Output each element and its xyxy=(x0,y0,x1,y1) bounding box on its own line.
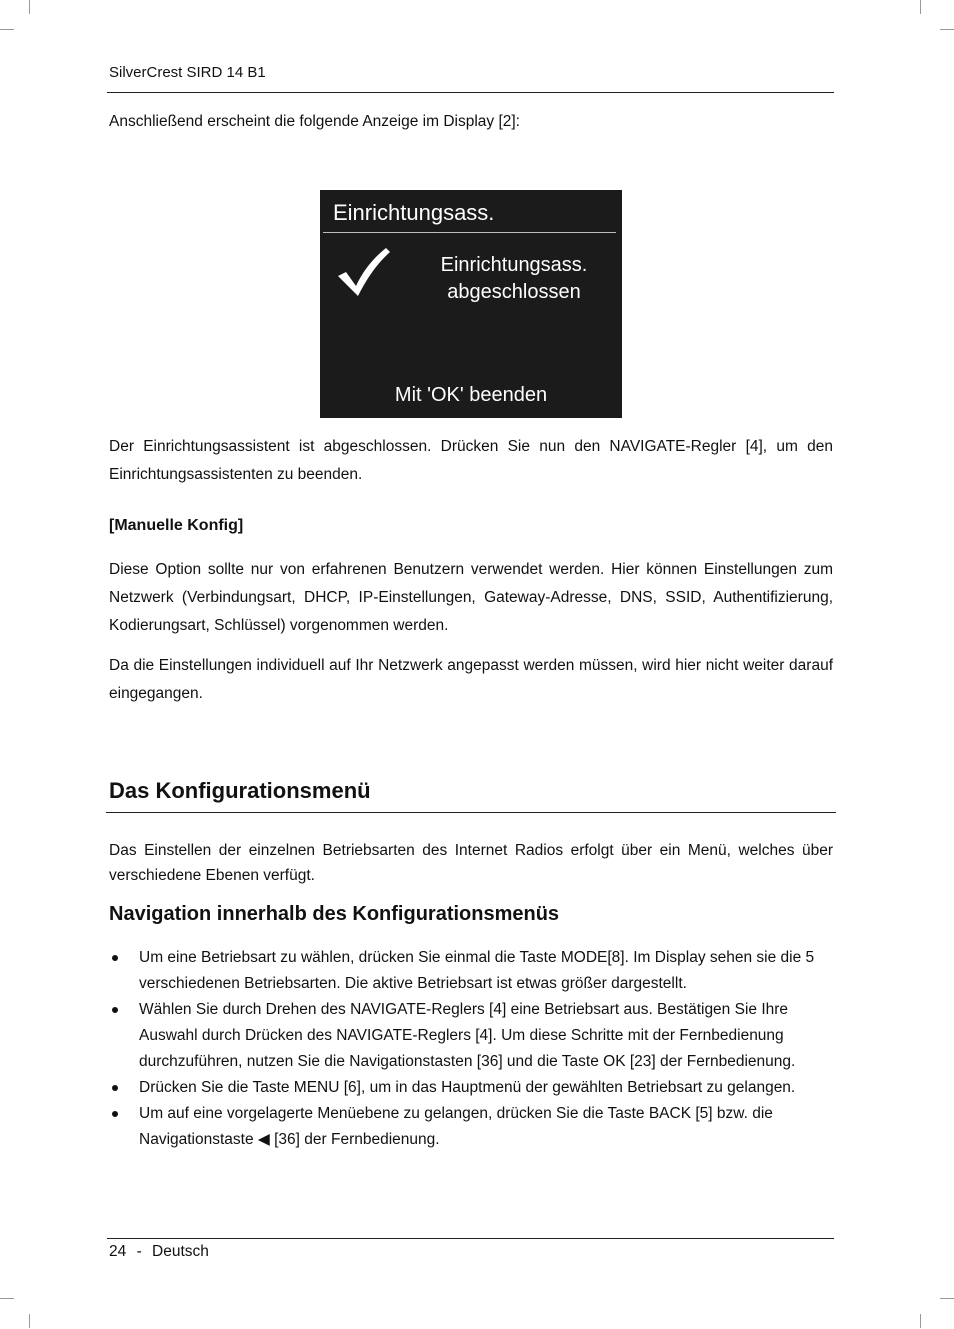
list-item-text: Drücken Sie die Taste MENU [6], um in das Hauptmenü der gewählten Betriebsart zu gelangen. xyxy=(139,1079,796,1096)
bullet-icon xyxy=(112,1007,118,1013)
paragraph-after-display: Der Einrichtungsassistent ist abgeschlossen. Drücken Sie nun den NAVIGATE-Regler [4], um den Einrichtungsassistenten zu beenden. xyxy=(109,438,833,483)
display-message-line1: Einrichtungsass. xyxy=(440,254,588,276)
subsection-heading-navigation: Navigation innerhalb des Konfigurationsmenüs xyxy=(109,903,560,925)
display-message xyxy=(424,252,604,306)
crop-mark xyxy=(920,1314,921,1328)
checkmark-icon xyxy=(336,246,392,298)
display-message-line2: abgeschlossen xyxy=(447,281,581,303)
crop-mark xyxy=(29,1314,30,1328)
display-footer: Mit 'OK' beenden xyxy=(394,384,548,406)
intro-text: Anschließend erscheint die folgende Anzeige im Display [2]: xyxy=(109,113,520,130)
footer-separator: - xyxy=(136,1243,142,1260)
footer-language: Deutsch xyxy=(152,1243,209,1260)
crop-mark xyxy=(29,0,30,14)
display-screenshot xyxy=(320,190,622,418)
page-footer xyxy=(109,1243,209,1261)
crop-mark xyxy=(940,1298,954,1299)
list-item-text: Wählen Sie durch Drehen des NAVIGATE-Reglers [4] eine Betriebsart aus. Bestätigen Sie Ihre Auswahl durch Drücken des NAVIGATE-Reglers [4]. Um diese Schritte mit der Fernbedienung durchzuführen, nutzen Sie die Navigationstasten [36] und die Taste OK [23] der Fernbedienung. xyxy=(139,1001,796,1070)
footer-rule xyxy=(107,1238,834,1239)
bullet-icon xyxy=(112,955,118,961)
list-item-text: Um auf eine vorgelagerte Menüebene zu gelangen, drücken Sie die Taste BACK [5] bzw. die Navigationstaste ◀ [36] der Fernbedienung. xyxy=(139,1105,773,1148)
crop-mark xyxy=(940,29,954,30)
config-menu-paragraph: Das Einstellen der einzelnen Betriebsarten des Internet Radios erfolgt über ein Menü, welches über verschiedene Ebenen verfügt. xyxy=(109,842,833,884)
section-rule xyxy=(106,812,836,813)
bullet-icon xyxy=(112,1111,118,1117)
list-item-text: Um eine Betriebsart zu wählen, drücken Sie einmal die Taste MODE[8]. Im Display sehen sie die 5 verschiedenen Betriebsarten. Die aktive Betriebsart ist etwas größer dargestellt. xyxy=(139,949,815,992)
manual-config-paragraph-2: Da die Einstellungen individuell auf Ihr Netzwerk angepasst werden müssen, wird hier nicht weiter darauf eingegangen. xyxy=(109,657,833,702)
page-number: 24 xyxy=(109,1243,127,1260)
header-rule xyxy=(107,92,834,93)
manual-config-paragraph-1: Diese Option sollte nur von erfahrenen Benutzern verwendet werden. Hier können Einstellungen zum Netzwerk (Verbindungsart, DHCP, IP-Einstellungen, Gateway-Adresse, DNS, SSID, Authentifizierung, Kodierungsart, Schlüssel) vorgenommen werden. xyxy=(109,561,833,634)
navigation-bullet-list xyxy=(109,945,833,1153)
crop-mark xyxy=(920,0,921,14)
header-title: SilverCrest SIRD 14 B1 xyxy=(109,64,266,81)
list-item xyxy=(109,945,833,997)
list-item xyxy=(109,1075,833,1101)
display-divider xyxy=(323,232,616,233)
bullet-icon xyxy=(112,1085,118,1091)
section-heading-config-menu: Das Konfigurationsmenü xyxy=(109,778,371,803)
manual-config-heading: [Manuelle Konfig] xyxy=(109,517,244,534)
crop-mark xyxy=(0,1298,14,1299)
display-title: Einrichtungsass. xyxy=(333,200,495,225)
crop-mark xyxy=(0,29,14,30)
list-item xyxy=(109,1101,833,1153)
list-item xyxy=(109,997,833,1075)
